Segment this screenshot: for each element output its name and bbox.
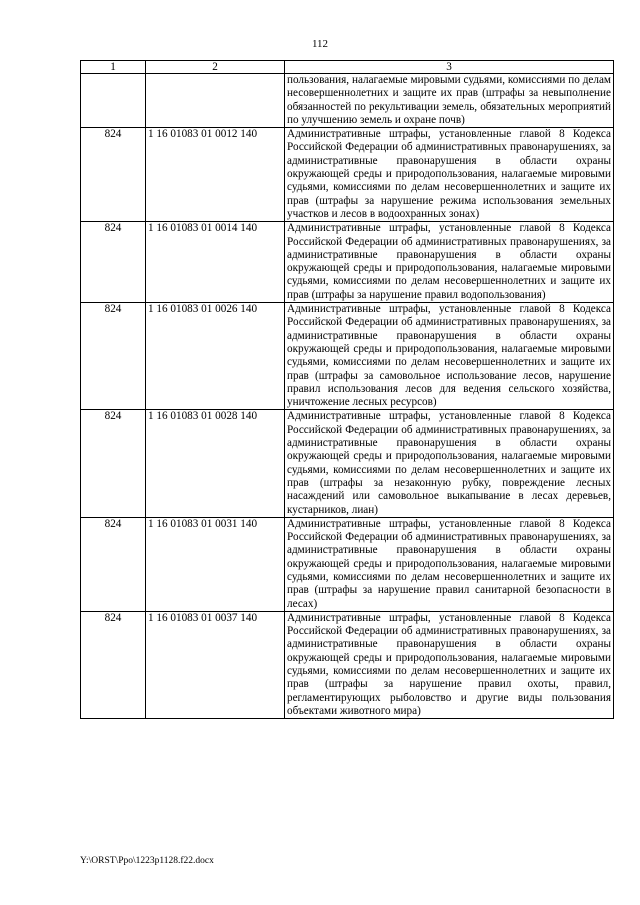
- kbk-code-cell: 1 16 01083 01 0014 140: [146, 222, 285, 303]
- description-cell: Административные штрафы, установленные главой 8 Кодекса Российской Федерации об административных правонарушениях, за административные правонарушения в области охраны окружающей среды и природопользования, налагаемые мировыми судьями, комиссиями по делам несовершеннолетних и защите их прав (штрафы за нарушение режима использования земельных участков и лесов в водоохранных зонах): [285, 128, 614, 222]
- kbk-code-cell: 1 16 01083 01 0028 140: [146, 410, 285, 517]
- table-row: [81, 517, 614, 611]
- kbk-code-cell: 1 16 01083 01 0026 140: [146, 303, 285, 410]
- column-header-2: 2: [146, 61, 285, 74]
- kbk-code-cell: 1 16 01083 01 0037 140: [146, 611, 285, 718]
- footer-file-path: Y:\ORST\Ppo\1223p1128.f22.docx: [80, 856, 214, 866]
- description-cell: Административные штрафы, установленные главой 8 Кодекса Российской Федерации об административных правонарушениях, за административные правонарушения в области охраны окружающей среды и природопользования, налагаемые мировыми судьями, комиссиями по делам несовершеннолетних и защите их прав (штрафы за нарушение правил водопользования): [285, 222, 614, 303]
- table-row-continuation: [81, 74, 614, 128]
- kbk-code-cell: 1 16 01083 01 0012 140: [146, 128, 285, 222]
- table-row: [81, 128, 614, 222]
- description-cell: Административные штрафы, установленные главой 8 Кодекса Российской Федерации об административных правонарушениях, за административные правонарушения в области охраны окружающей среды и природопользования, налагаемые мировыми судьями, комиссиями по делам несовершеннолетних и защите их прав (штрафы за нарушение правил санитарной безопасности в лесах): [285, 517, 614, 611]
- column-header-3: 3: [285, 61, 614, 74]
- description-cell: пользования, налагаемые мировыми судьями, комиссиями по делам несовершеннолетних и защите их прав (штрафы за невыполнение обязанностей по рекультивации земель, обязательных мероприятий по улучшению земель и охране почв): [285, 74, 614, 128]
- page-number: 112: [311, 38, 329, 50]
- table-row: [81, 611, 614, 718]
- column-header-1: 1: [81, 61, 146, 74]
- description-cell: Административные штрафы, установленные главой 8 Кодекса Российской Федерации об административных правонарушениях, за административные правонарушения в области охраны окружающей среды и природопользования, налагаемые мировыми судьями, комиссиями по делам несовершеннолетних и защите их прав (штрафы за незаконную рубку, повреждение лесных насаждений или самовольное выкапывание в лесах деревьев, кустарников, лиан): [285, 410, 614, 517]
- empty-cell: [81, 74, 146, 128]
- empty-cell: [146, 74, 285, 128]
- table-row: [81, 222, 614, 303]
- description-cell: Административные штрафы, установленные главой 8 Кодекса Российской Федерации об административных правонарушениях, за административные правонарушения в области охраны окружающей среды и природопользования, налагаемые мировыми судьями, комиссиями по делам несовершеннолетних и защите их прав (штрафы за нарушение правил охоты, правил, регламентирующих рыболовство и другие виды пользования объектами животного мира): [285, 611, 614, 718]
- table-row: [81, 410, 614, 517]
- admin-code-cell: 824: [81, 303, 146, 410]
- table-header: [81, 61, 614, 74]
- admin-code-cell: 824: [81, 410, 146, 517]
- admin-code-cell: 824: [81, 222, 146, 303]
- admin-code-cell: 824: [81, 611, 146, 718]
- admin-code-cell: 824: [81, 128, 146, 222]
- description-cell: Административные штрафы, установленные главой 8 Кодекса Российской Федерации об административных правонарушениях, за административные правонарушения в области охраны окружающей среды и природопользования, налагаемые мировыми судьями, комиссиями по делам несовершеннолетних и защите их прав (штрафы за самовольное использование лесов, нарушение правил использования лесов для ведения сельского хозяйства, уничтожение лесных ресурсов): [285, 303, 614, 410]
- admin-code-cell: 824: [81, 517, 146, 611]
- table-row: [81, 303, 614, 410]
- kbk-table: [80, 60, 614, 719]
- kbk-code-cell: 1 16 01083 01 0031 140: [146, 517, 285, 611]
